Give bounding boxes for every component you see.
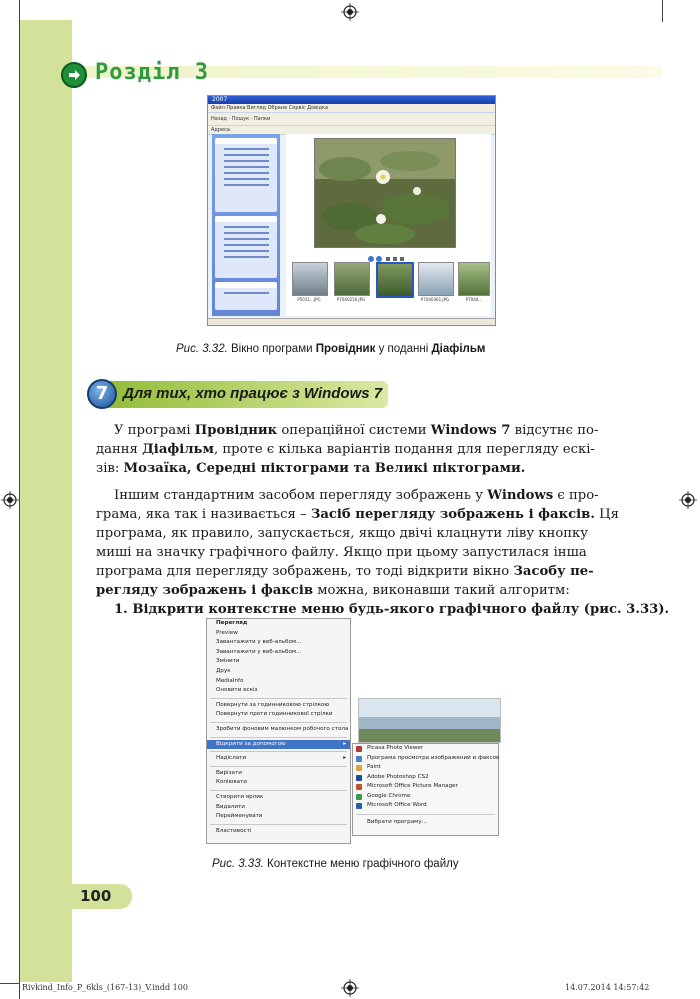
section-title: Розділ 3: [95, 60, 209, 85]
paragraph-2-line-1: Іншим стандартним засобом перегляду зображень у Windows є про-: [114, 488, 599, 503]
context-menu-item[interactable]: Перегляд: [216, 620, 248, 626]
context-menu-item[interactable]: Preview: [216, 629, 238, 636]
context-menu-item[interactable]: Повернути за годинниковою стрілкою: [216, 701, 330, 708]
submenu-item[interactable]: Picasa Photo Viewer: [353, 744, 498, 754]
thumbnail: [418, 262, 454, 296]
registration-mark-left-icon: [1, 491, 19, 509]
crop-line-right-top: [662, 0, 663, 22]
window-address-bar: Адреса: [208, 126, 495, 135]
page-number: 100: [80, 887, 112, 905]
window-menu-bar: Файл Правка Вигляд Обране Сервіс Довідка: [208, 104, 495, 113]
thumbnail-caption: P7040216.JPG: [336, 297, 366, 302]
registration-mark-right-icon: [679, 491, 697, 509]
paragraph-2-line-6: регляду зображень і факсів можна, виконавши такий алгоритм:: [96, 583, 570, 598]
footer-file: Rivkind_Info_P_6kls_(167-13)_V.indd 100: [22, 983, 188, 992]
context-menu-item[interactable]: Оновити ескіз: [216, 687, 258, 694]
context-menu-item[interactable]: Вирізати: [216, 769, 242, 776]
app-icon: [356, 765, 362, 771]
open-with-submenu: [352, 743, 499, 836]
figure-context-menu: [206, 618, 499, 846]
app-icon: [356, 746, 362, 752]
window-title: 2007: [208, 96, 495, 104]
context-menu-item[interactable]: Завантажити у веб-альбом...: [216, 648, 302, 655]
algorithm-step-1: 1. Відкрити контекстне меню будь-якого графічного файлу (рис. 3.33).: [114, 602, 670, 617]
menu-separator: [210, 824, 347, 825]
submenu-item[interactable]: Google Chrome: [353, 792, 498, 802]
app-icon: [356, 794, 362, 800]
figure1-caption: Рис. 3.32. Вікно програми Провідник у поданні Діафільм: [176, 343, 486, 355]
context-menu-item[interactable]: Видалити: [216, 803, 245, 810]
page-number-tab: [72, 884, 132, 909]
thumbnail-caption: P7040361.JPG: [420, 297, 450, 302]
registration-mark-top-icon: [341, 3, 359, 21]
menu-separator: [210, 766, 347, 767]
context-menu-item[interactable]: Відкрити за допомогою ▸: [207, 740, 350, 750]
context-menu-item[interactable]: Надіслати ▸: [207, 754, 350, 764]
thumbnail: [292, 262, 328, 296]
context-menu-item[interactable]: Змінити: [216, 658, 240, 665]
figure2-caption: Рис. 3.33. Контекстне меню графічного файлу: [212, 858, 459, 870]
paragraph-1-line-3: зів: Мозаїка, Середні піктограми та Великі піктограми.: [96, 461, 526, 476]
app-icon: [356, 803, 362, 809]
context-menu-item[interactable]: Створити ярлик: [216, 793, 264, 800]
submenu-item[interactable]: Програма просмотра изображений и факсов: [353, 754, 498, 764]
registration-mark-bottom-icon: [341, 979, 359, 997]
context-menu-item[interactable]: MediaInfo: [216, 677, 244, 684]
thumbnail-caption: P5011…JPG: [297, 297, 321, 302]
window-toolbar: Назад · Пошук · Папки: [208, 113, 495, 126]
footer-date: 14.07.2014 14:57:42: [565, 983, 650, 992]
filmstrip-view: [286, 134, 491, 316]
context-menu-item[interactable]: Завантажити у веб-альбом...: [216, 639, 302, 646]
context-menu-item[interactable]: Копіювати: [216, 779, 247, 786]
status-bar: [208, 318, 495, 325]
figure-explorer-filmstrip: [207, 95, 496, 326]
submenu-arrow-icon: ▸: [343, 755, 346, 762]
menu-separator: [210, 751, 347, 752]
submenu-arrow-icon: ▸: [343, 740, 346, 747]
paragraph-2-line-2: грама, яка так і називається – Засіб перегляду зображень і факсів. Ця: [96, 507, 619, 522]
context-menu-item[interactable]: Повернути проти годинникової стрілки: [216, 711, 333, 718]
app-icon: [356, 756, 362, 762]
thumbnail: [458, 262, 490, 296]
windows7-note-heading: Для тих, хто працює з Windows 7: [123, 385, 383, 402]
submenu-item[interactable]: Adobe Photoshop CS2: [353, 773, 498, 783]
menu-separator: [210, 737, 347, 738]
paragraph-1-line-1: У програмі Провідник операційної системи Windows 7 відсутнє по-: [114, 423, 599, 438]
windows7-icon: 7: [87, 379, 117, 409]
paragraph-1-line-2: дання Діафільм, проте є кілька варіантів подання для перегляду ескі-: [96, 442, 595, 457]
submenu-item[interactable]: Microsoft Office Picture Manager: [353, 782, 498, 792]
crop-line-bottom: [0, 983, 20, 984]
menu-separator: [356, 814, 495, 815]
context-menu-item[interactable]: Зробити фоновим малюнком робочого стола: [216, 725, 349, 732]
submenu-item[interactable]: Вибрати програму...: [367, 818, 427, 825]
preview-photo: [314, 138, 456, 248]
context-menu-item[interactable]: Властивості: [216, 827, 252, 834]
context-menu-item[interactable]: Друк: [216, 667, 231, 674]
paragraph-2-line-3: програма, як правило, запускається, якщо двічі клацнути ліву кнопку: [96, 526, 589, 541]
context-menu: [206, 618, 351, 844]
app-icon: [356, 775, 362, 781]
task-pane: [212, 134, 280, 316]
page-sidebar: [20, 20, 72, 982]
thumbnail-selected: [376, 262, 414, 298]
background-photo: [358, 698, 501, 743]
paragraph-2-line-4: миші на значку графічного файлу. Якщо при цьому запустилася інша: [96, 545, 587, 560]
context-menu-item[interactable]: Перейменувати: [216, 813, 263, 820]
arrow-right-icon: [61, 62, 87, 88]
menu-separator: [210, 790, 347, 791]
thumbnail: [334, 262, 370, 296]
app-icon: [356, 784, 362, 790]
paragraph-2-line-5: програма для перегляду зображень, то тоді відкрити вікно Засобу пе-: [96, 564, 594, 579]
thumbnail-caption: P7040…: [465, 297, 483, 302]
submenu-item[interactable]: Paint: [353, 763, 498, 773]
menu-separator: [210, 698, 347, 699]
menu-separator: [210, 722, 347, 723]
submenu-item[interactable]: Microsoft Office Word: [353, 801, 498, 811]
